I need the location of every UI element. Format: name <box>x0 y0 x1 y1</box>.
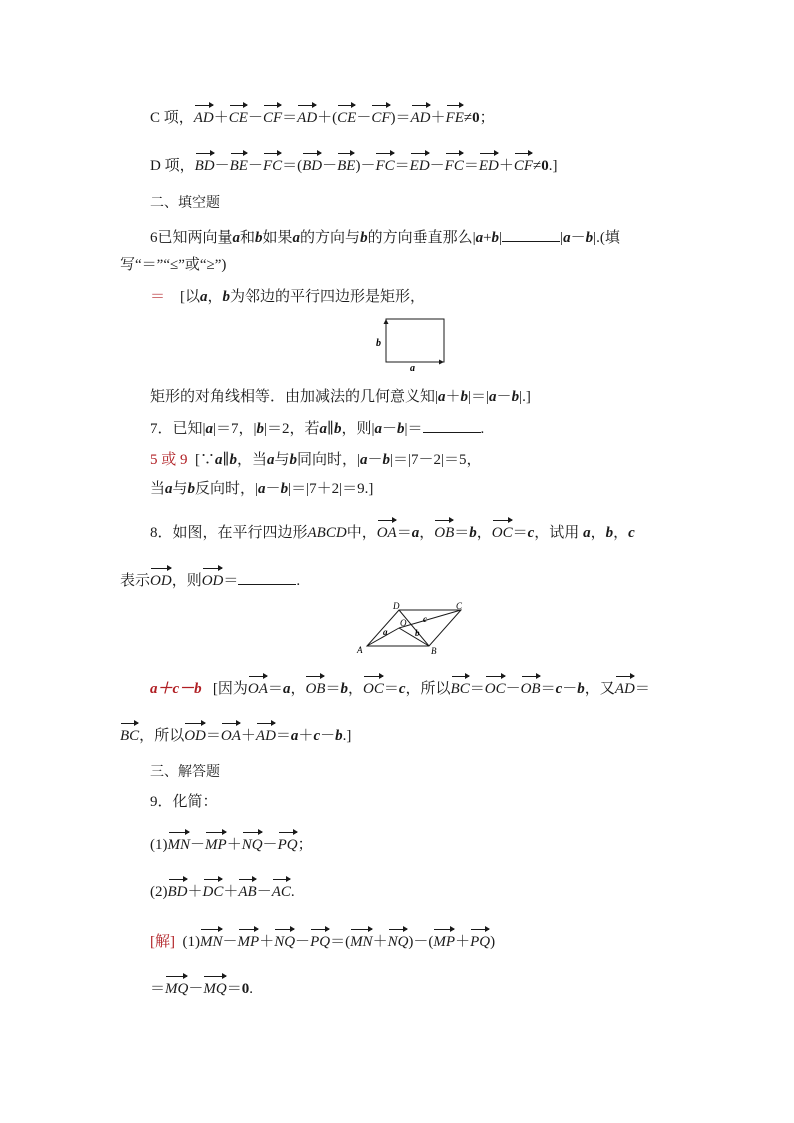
vector-symbol: FC <box>263 152 282 176</box>
q8-text: 表示 <box>120 573 151 589</box>
answer-blank[interactable] <box>423 418 481 433</box>
vector-c: c <box>628 525 635 541</box>
q6-expl: ＋ <box>445 389 461 405</box>
vector-symbol: BC <box>120 722 139 746</box>
vector-b: b <box>256 421 265 437</box>
q7-expl: ∥ <box>222 452 230 468</box>
vector-symbol: OC <box>485 675 506 699</box>
q6-text: 的方向垂直那么| <box>367 230 476 246</box>
q6-text: |.(填 <box>593 230 620 246</box>
vector-symbol: BE <box>337 152 355 176</box>
q7-expl: |＝|7－2|＝5， <box>390 452 482 468</box>
answer-blank[interactable] <box>238 570 296 585</box>
q7-text: － <box>382 421 398 437</box>
vector-c: c <box>398 681 406 697</box>
vector-symbol: CF <box>514 152 533 176</box>
q7-text: ∥ <box>327 421 334 437</box>
q8-text: ，则 <box>171 573 202 589</box>
segment-oc <box>399 610 461 628</box>
q6-expl: ， <box>207 289 223 305</box>
vertex-b-label: B <box>431 646 437 656</box>
figure-label-b: b <box>376 338 381 349</box>
vector-symbol: OA <box>221 722 241 746</box>
q6-text: | <box>499 230 503 246</box>
segment-ob <box>399 628 429 646</box>
parallelogram-name: ABCD <box>307 525 347 541</box>
vector-b: b <box>222 289 231 305</box>
question-7-explanation-2 <box>150 479 373 499</box>
vector-symbol: BD <box>168 878 188 902</box>
option-d-label: D 项， <box>150 158 195 174</box>
vector-symbol: OD <box>184 722 206 746</box>
vector-symbol: MN <box>168 831 191 855</box>
arrow-b-icon <box>384 319 389 324</box>
vector-symbol: AD <box>297 104 317 128</box>
q7-text: |＝7，| <box>213 421 257 437</box>
vector-a: a <box>374 421 382 437</box>
vector-symbol: FC <box>375 152 394 176</box>
vector-symbol: OA <box>377 519 397 543</box>
question-9-solution-line1: [解] (1)MN－MP＋NQ－PQ＝(MN＋NQ)－(MP＋PQ) <box>150 928 495 952</box>
vector-symbol: CF <box>371 104 390 128</box>
q8-text: 8．如图，在平行四边形 <box>150 525 308 541</box>
vector-symbol: OB <box>305 675 325 699</box>
vector-b: b <box>585 230 594 246</box>
question-6-line2: 写“＝”“≤”或“≥”) <box>120 257 227 273</box>
vector-symbol: ED <box>479 152 499 176</box>
question-6-answer-line <box>150 287 425 307</box>
question-6-explanation <box>150 387 531 407</box>
q7-expl: [∵ <box>195 452 216 468</box>
vector-symbol: OD <box>150 567 172 591</box>
q8-text: ，试用 <box>534 525 580 541</box>
q7-expl: － <box>265 481 281 497</box>
vector-b: b <box>397 421 405 437</box>
vector-a: a <box>438 389 446 405</box>
vector-c: c <box>527 525 535 541</box>
vector-a: a <box>360 452 368 468</box>
question-8-line2 <box>120 567 300 591</box>
q6-expl: 为邻边的平行四边形是矩形， <box>230 289 426 305</box>
vector-a: a <box>258 481 266 497</box>
q6-expl: [以 <box>180 289 201 305</box>
question-8-answer: a＋c－b <box>150 681 202 697</box>
q7-expl: ，当 <box>236 452 267 468</box>
q6-text: － <box>570 230 586 246</box>
q8-text: . <box>296 573 301 589</box>
q8-expl: 所以 <box>154 728 185 744</box>
vector-symbol: OC <box>492 519 513 543</box>
vector-a: a <box>563 230 571 246</box>
vector-b: b <box>460 389 469 405</box>
question-8-answer-line: a＋c－b [因为OA＝a，OB＝b，OC＝c，所以BC＝OC－OB＝c－b，又AD＝ <box>150 675 650 699</box>
vector-b: b <box>255 230 263 246</box>
q6-text: | <box>560 230 564 246</box>
vector-a: a <box>292 230 301 246</box>
vector-a: a <box>215 452 223 468</box>
q7-text: |＝ <box>404 421 423 437</box>
q8-text: 中， <box>346 525 377 541</box>
option-d-line: D 项，BD－BE－FC＝(BD－BE)－FC＝ED－FC＝ED＋CF≠0.] <box>150 152 558 176</box>
vector-symbol: MQ <box>203 975 226 999</box>
q6-expl: |＝| <box>468 389 490 405</box>
vertex-a-label: A <box>357 645 363 655</box>
part-label: (1) <box>150 837 168 853</box>
vector-symbol: FE <box>446 104 464 128</box>
q6-expl: |.] <box>519 389 531 405</box>
vector-a: a <box>411 525 420 541</box>
vector-a: a <box>200 289 208 305</box>
vector-symbol: ED <box>410 152 430 176</box>
parallelogram-figure <box>355 600 473 656</box>
answer-blank[interactable] <box>502 227 560 242</box>
vector-symbol: PQ <box>310 928 330 952</box>
rectangle-shape <box>386 319 444 362</box>
vector-symbol: OC <box>363 675 384 699</box>
vector-a: a <box>205 421 214 437</box>
vector-symbol: BC <box>451 675 470 699</box>
vector-a: a <box>583 525 591 541</box>
q6-text: 6已知两向量 <box>150 230 233 246</box>
part-label: (1) <box>182 934 200 950</box>
vector-symbol: AB <box>238 878 256 902</box>
question-6-line1 <box>150 227 620 248</box>
vector-symbol: CE <box>229 104 248 128</box>
vector-symbol: PQ <box>470 928 490 952</box>
q7-expl: 反向时，| <box>195 481 259 497</box>
option-c-label: C 项， <box>150 110 194 126</box>
vector-symbol: OA <box>248 675 268 699</box>
vector-b: b <box>280 481 289 497</box>
q7-expl: 同向时，| <box>296 452 360 468</box>
vector-symbol: CF <box>263 104 282 128</box>
question-9: 9．化简： <box>150 794 218 810</box>
q7-expl: － <box>367 452 383 468</box>
vector-symbol: AD <box>411 104 431 128</box>
vector-symbol: BD <box>302 152 322 176</box>
part-label: (2) <box>150 884 168 900</box>
vector-b: b <box>360 230 368 246</box>
question-7-answer: 5 或 9 <box>150 452 188 468</box>
question-8-explanation-2: BC，所以OD＝OA＋AD＝a＋c－b.] <box>120 722 351 746</box>
vector-symbol: OD <box>202 567 224 591</box>
question-9-part1: (1)MN－MP＋NQ－PQ； <box>150 831 313 855</box>
vector-symbol: OB <box>521 675 541 699</box>
vector-symbol: NQ <box>274 928 295 952</box>
q6-text: 和 <box>240 230 256 246</box>
vector-symbol: MP <box>205 831 227 855</box>
question-9-solution-line2: ＝MQ－MQ＝0. <box>150 975 253 999</box>
section-fill-blank-title: 二、填空题 <box>150 195 220 211</box>
q7-text: ，则| <box>341 421 375 437</box>
q7-text: |＝2，若 <box>264 421 320 437</box>
vector-symbol: MP <box>238 928 260 952</box>
vector-symbol: MQ <box>165 975 188 999</box>
vector-symbol: MN <box>350 928 373 952</box>
vertex-c-label: C <box>456 601 463 611</box>
vector-b: b <box>289 452 297 468</box>
option-c-line: C 项，AD＋CE－CF＝AD＋(CE－CF)＝AD＋FE≠0； <box>150 104 495 128</box>
rectangle-figure <box>372 316 452 372</box>
figure-label-a: a <box>410 363 415 372</box>
vector-symbol: AD <box>256 722 276 746</box>
vector-symbol: AD <box>615 675 635 699</box>
vector-a: a <box>266 452 275 468</box>
arrow-a-icon <box>439 360 444 365</box>
vector-b: b <box>511 389 520 405</box>
q8-expl: 所以 <box>420 681 451 697</box>
q6-text: + <box>483 230 492 246</box>
vector-symbol: DC <box>203 878 224 902</box>
vector-b: b <box>605 525 614 541</box>
vector-symbol: NQ <box>388 928 409 952</box>
vector-a: a <box>489 389 497 405</box>
figure-label-c: c <box>423 614 427 624</box>
vector-symbol: MP <box>433 928 455 952</box>
vector-symbol: NQ <box>242 831 263 855</box>
vector-b: b <box>187 481 196 497</box>
q8-expl: [因为 <box>212 681 248 697</box>
vector-a: a <box>319 421 328 437</box>
figure-label-b: b <box>415 628 420 638</box>
figure-label-a: a <box>383 627 388 637</box>
vector-symbol: PQ <box>278 831 298 855</box>
vector-a: a <box>232 230 241 246</box>
q7-expl: |＝|7＋2|＝9.] <box>288 481 374 497</box>
question-7-answer-line <box>150 450 482 470</box>
question-9-part2: (2)BD＋DC＋AB－AC. <box>150 878 295 902</box>
q7-expl: 与 <box>172 481 188 497</box>
solution-label: [解] <box>150 934 175 950</box>
vector-symbol: CE <box>337 104 356 128</box>
vector-b: b <box>491 230 500 246</box>
vector-symbol: BE <box>230 152 248 176</box>
q7-text: . <box>480 421 485 437</box>
section-answer-title: 三、解答题 <box>150 764 220 780</box>
vector-symbol: MN <box>200 928 223 952</box>
question-7 <box>150 418 484 439</box>
vector-symbol: FC <box>445 152 464 176</box>
q8-text: ＝ <box>223 573 239 589</box>
q7-text: 7．已知| <box>150 421 206 437</box>
vector-symbol: OB <box>434 519 454 543</box>
q7-expl: 与 <box>274 452 290 468</box>
vector-symbol: BD <box>195 152 215 176</box>
question-6-answer: ＝ <box>150 289 166 305</box>
point-o-label: O <box>400 618 407 628</box>
vector-a: a <box>282 681 291 697</box>
vertex-d-label: D <box>393 601 400 611</box>
vector-symbol: AC <box>272 878 291 902</box>
vector-b: b <box>229 452 237 468</box>
question-8-line1: 8．如图，在平行四边形ABCD中，OA＝a，OB＝b，OC＝c，试用 a，b，c <box>150 519 635 543</box>
vector-b: b <box>340 681 348 697</box>
q6-expl: － <box>496 389 512 405</box>
vector-b: b <box>333 421 342 437</box>
vector-b: b <box>469 525 477 541</box>
vector-a: a <box>475 230 484 246</box>
vector-symbol: AD <box>194 104 214 128</box>
q6-expl: 矩形的对角线相等．由加减法的几何意义知| <box>150 389 439 405</box>
q8-expl: 又 <box>599 681 615 697</box>
vector-a: a <box>165 481 173 497</box>
vector-b: b <box>382 452 391 468</box>
q7-expl: 当 <box>150 481 166 497</box>
q6-text: 的方向与 <box>300 230 361 246</box>
q6-text: 如果 <box>262 230 293 246</box>
